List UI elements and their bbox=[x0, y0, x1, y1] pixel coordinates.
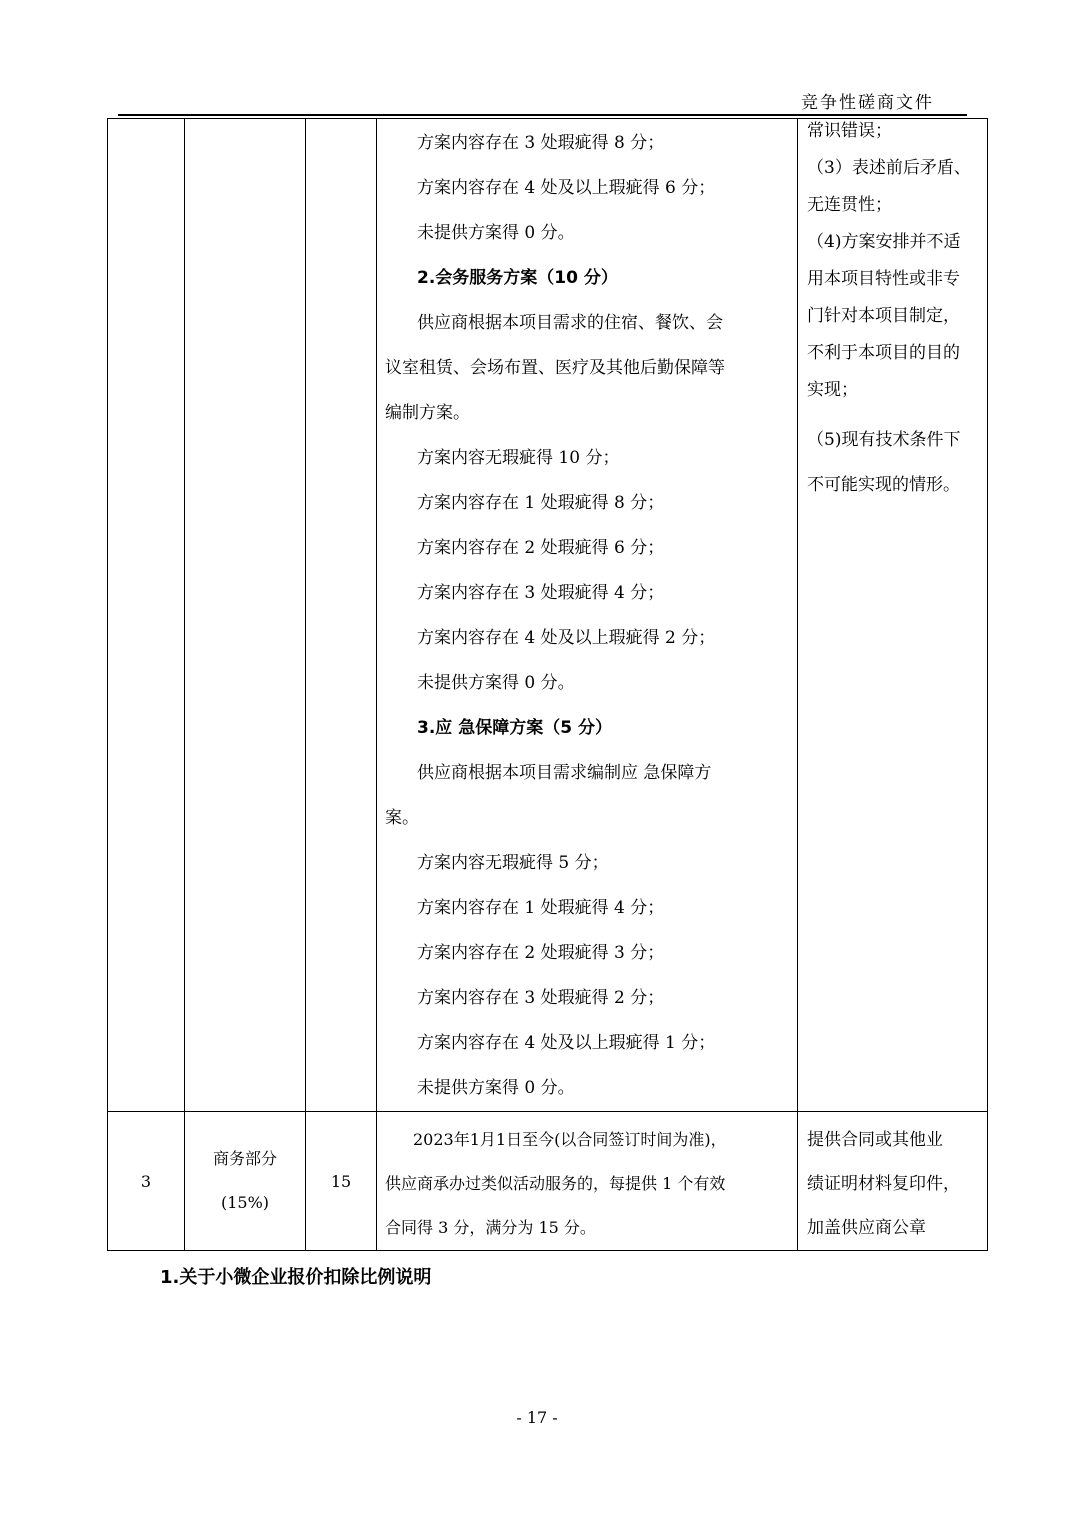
remark-line: （4)方案安排并不适 bbox=[807, 232, 961, 252]
criteria-heading: 3.应 急保障方案（5 分） bbox=[417, 718, 612, 738]
criteria-line: 方案内容存在 2 处瑕疵得 3 分； bbox=[417, 943, 665, 963]
category-label: 商务部分 bbox=[212, 1149, 277, 1168]
section-title: 1.关于小微企业报价扣除比例说明 bbox=[160, 1267, 432, 1288]
remark-line: 用本项目特性或非专 bbox=[807, 269, 960, 289]
criteria-line: 方案内容存在 2 处瑕疵得 6 分； bbox=[417, 538, 665, 558]
category-weight: (15%) bbox=[220, 1193, 270, 1212]
criteria-line: 方案内容存在 3 处瑕疵得 8 分； bbox=[417, 133, 665, 153]
cell-score bbox=[306, 119, 377, 1112]
criteria-line: 方案内容存在 3 处瑕疵得 2 分； bbox=[417, 988, 665, 1008]
criteria-line: 方案内容存在 1 处瑕疵得 8 分； bbox=[417, 493, 665, 513]
criteria-text bbox=[377, 1112, 797, 1250]
cell-number bbox=[108, 119, 185, 1112]
remark-line: 常识错误； bbox=[807, 121, 892, 141]
criteria-line: 供应商根据本项目需求的住宿、餐饮、会 bbox=[417, 313, 723, 333]
cell-remarks bbox=[798, 1112, 988, 1251]
criteria-line: 方案内容存在 4 处及以上瑕疵得 6 分； bbox=[417, 178, 716, 198]
criteria-line: 供应商根据本项目需求编制应 急保障方 bbox=[417, 763, 712, 783]
criteria-line: 方案内容存在 1 处瑕疵得 4 分； bbox=[417, 898, 665, 918]
cell-criteria bbox=[377, 1112, 798, 1251]
cell-score bbox=[306, 1112, 377, 1251]
remark-line: 绩证明材料复印件， bbox=[807, 1174, 960, 1194]
remarks-text bbox=[798, 1112, 987, 1250]
cell-number bbox=[108, 1112, 185, 1251]
criteria-line: 方案内容存在 4 处及以上瑕疵得 2 分； bbox=[417, 628, 716, 648]
criteria-line: 合同得 3 分，满分为 15 分。 bbox=[385, 1218, 596, 1237]
criteria-line: 未提供方案得 0 分。 bbox=[417, 223, 575, 243]
page-number: - 17 - bbox=[516, 1408, 558, 1427]
table-row bbox=[108, 119, 988, 1112]
remarks-text bbox=[798, 113, 987, 508]
criteria-line: 方案内容无瑕疵得 5 分； bbox=[417, 853, 609, 873]
remark-line: 门针对本项目制定， bbox=[807, 306, 960, 326]
score-value: 15 bbox=[330, 1171, 352, 1191]
remark-line: 加盖供应商公章 bbox=[807, 1218, 926, 1238]
remark-line: （3）表述前后矛盾、 bbox=[807, 158, 971, 178]
criteria-line: 未提供方案得 0 分。 bbox=[417, 673, 575, 693]
cell-criteria bbox=[377, 119, 798, 1112]
criteria-line: 方案内容存在 3 处瑕疵得 4 分； bbox=[417, 583, 665, 603]
remark-line: 不可能实现的情形。 bbox=[807, 475, 960, 495]
criteria-line: 供应商承办过类似活动服务的，每提供 1 个有效 bbox=[385, 1174, 726, 1193]
criteria-text bbox=[377, 117, 797, 1111]
table-row bbox=[108, 1112, 988, 1251]
cell-remarks bbox=[798, 119, 988, 1112]
remark-line: （5)现有技术条件下 bbox=[807, 430, 961, 450]
remark-line: 实现； bbox=[807, 380, 858, 400]
row-number: 3 bbox=[140, 1171, 152, 1191]
cell-category bbox=[185, 119, 306, 1112]
remark-line: 不利于本项目的目的 bbox=[807, 343, 960, 363]
document-header-title: 竞争性磋商文件 bbox=[801, 93, 934, 113]
scoring-table bbox=[107, 118, 988, 1251]
criteria-line: 案。 bbox=[385, 808, 419, 828]
remark-line: 无连贯性； bbox=[807, 195, 892, 215]
criteria-heading: 2.会务服务方案（10 分） bbox=[417, 268, 618, 288]
criteria-line: 方案内容存在 4 处及以上瑕疵得 1 分； bbox=[417, 1033, 716, 1053]
criteria-line: 编制方案。 bbox=[385, 403, 470, 423]
criteria-line: 方案内容无瑕疵得 10 分； bbox=[417, 448, 620, 468]
remark-line: 提供合同或其他业 bbox=[807, 1130, 943, 1150]
criteria-line: 2023年1月1日至今(以合同签订时间为准)， bbox=[413, 1130, 727, 1149]
criteria-line: 未提供方案得 0 分。 bbox=[417, 1078, 575, 1098]
criteria-line: 议室租赁、会场布置、医疗及其他后勤保障等 bbox=[385, 358, 725, 378]
cell-category bbox=[185, 1112, 306, 1251]
